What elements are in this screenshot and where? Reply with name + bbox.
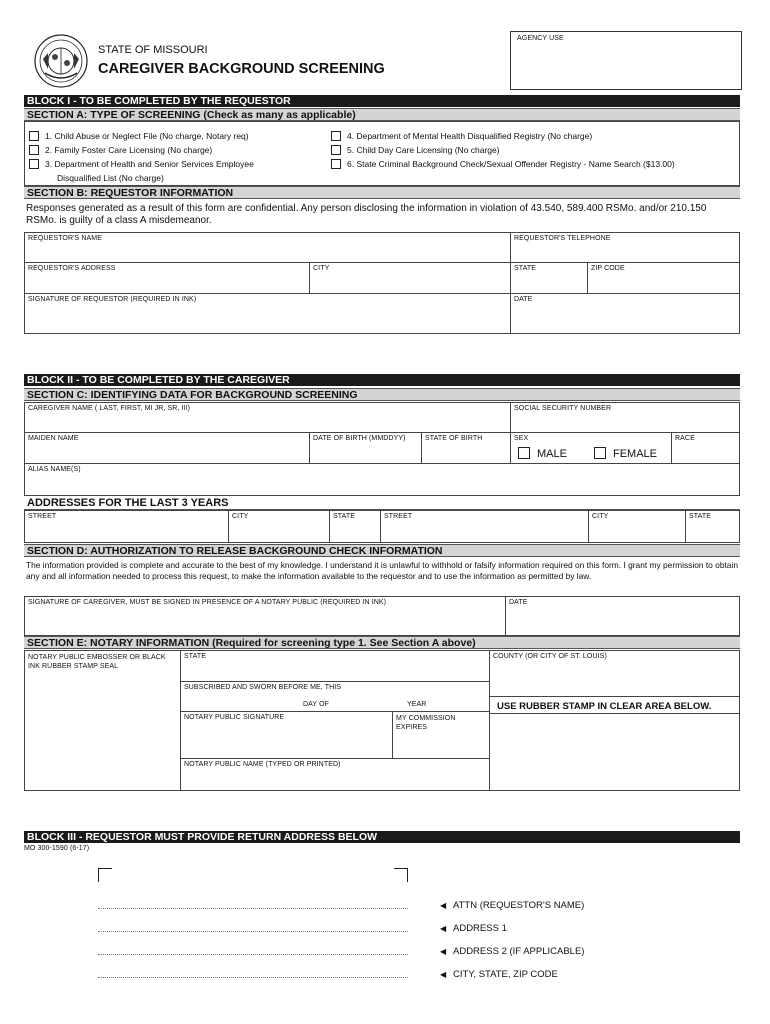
- address-1-state-label: STATE: [333, 513, 356, 520]
- block-3-header: BLOCK III - REQUESTOR MUST PROVIDE RETURN ADDRESS BELOW: [24, 831, 740, 843]
- address-2-label: ADDRESS 2 (IF APPLICABLE): [453, 946, 585, 957]
- notary-county-field[interactable]: [489, 650, 740, 697]
- option-1-label: 1. Child Abuse or Neglect File (No charge, Notary req): [45, 131, 249, 141]
- section-a-header: SECTION A: TYPE OF SCREENING (Check as many as applicable): [24, 108, 740, 121]
- subscribed-label: SUBSCRIBED AND SWORN BEFORE ME, THIS: [184, 684, 342, 691]
- notary-seal-area: [24, 650, 181, 791]
- female-label: FEMALE: [613, 448, 658, 460]
- caregiver-signature-label: SIGNATURE OF CAREGIVER, MUST BE SIGNED IN PRESENCE OF A NOTARY PUBLIC (REQUIRED IN INK): [28, 599, 387, 606]
- male-label: MALE: [537, 448, 567, 460]
- notary-signature-field[interactable]: [180, 711, 393, 759]
- option-6-label: 6. State Criminal Background Check/Sexual Offender Registry - Name Search ($13.00): [347, 159, 675, 169]
- address-1-city-field[interactable]: [228, 510, 330, 543]
- requestor-zip-label: ZIP CODE: [591, 265, 625, 272]
- address-1-label: ADDRESS 1: [453, 923, 507, 934]
- maiden-name-field[interactable]: [24, 432, 310, 464]
- checkbox-option-1[interactable]: [29, 131, 39, 141]
- address-2-line[interactable]: [98, 954, 408, 955]
- corner-mark-right: [394, 868, 408, 882]
- checkbox-option-5[interactable]: [331, 145, 341, 155]
- section-b-header: SECTION B: REQUESTOR INFORMATION: [24, 186, 740, 199]
- arrow-left-icon: ◀: [440, 924, 447, 933]
- form-title: CAREGIVER BACKGROUND SCREENING: [98, 61, 385, 77]
- checkbox-option-3[interactable]: [29, 159, 39, 169]
- dob-field[interactable]: [309, 432, 422, 464]
- arrow-left-icon: ◀: [440, 947, 447, 956]
- rubber-stamp-area: [489, 696, 740, 791]
- checkbox-option-6[interactable]: [331, 159, 341, 169]
- authorization-text: The information provided is complete and accurate to the best of my knowledge. I understand it is unlawful to withhold or falsify information required on this form. I grant my permission to obtain any and all information needed to process this request, to make the information available to the requestor and to use the information as permitted by law.: [26, 560, 738, 581]
- address-2-street-label: STREET: [384, 513, 413, 520]
- address-2-city-label: CITY: [592, 513, 609, 520]
- caregiver-name-label: CAREGIVER NAME ( LAST, FIRST, MI JR, SR, III): [28, 405, 191, 412]
- arrow-left-icon: ◀: [440, 970, 447, 979]
- attn-label: ATTN (REQUESTOR'S NAME): [453, 900, 585, 911]
- caregiver-signature-field[interactable]: [24, 596, 506, 636]
- address-1-street-field[interactable]: [24, 510, 229, 543]
- caregiver-date-field[interactable]: [505, 596, 740, 636]
- addresses-header: ADDRESSES FOR THE LAST 3 YEARS: [24, 497, 740, 510]
- state-of-birth-field[interactable]: [421, 432, 511, 464]
- commission-expires-label: MY COMMISSION EXPIRES: [396, 715, 456, 731]
- notary-signature-label: NOTARY PUBLIC SIGNATURE: [184, 714, 285, 721]
- day-of-label: DAY OF: [303, 701, 330, 708]
- state-name: STATE OF MISSOURI: [98, 44, 208, 56]
- address-2-state-label: STATE: [689, 513, 712, 520]
- sex-label: SEX: [514, 435, 529, 442]
- block-2-header: BLOCK II - TO BE COMPLETED BY THE CAREGIVER: [24, 374, 740, 386]
- section-c-header: SECTION C: IDENTIFYING DATA FOR BACKGROUND SCREENING: [24, 388, 740, 401]
- checkbox-option-2[interactable]: [29, 145, 39, 155]
- state-of-birth-label: STATE OF BIRTH: [425, 435, 483, 442]
- address-1-street-label: STREET: [28, 513, 57, 520]
- notary-name-field[interactable]: [180, 758, 490, 791]
- notary-county-label: COUNTY (OR CITY OF ST. LOUIS): [493, 653, 607, 660]
- race-label: RACE: [675, 435, 695, 442]
- dob-label: DATE OF BIRTH (MMDDYY): [313, 435, 406, 442]
- address-2-state-field[interactable]: [685, 510, 740, 543]
- male-checkbox[interactable]: [518, 447, 530, 459]
- address-1-state-field[interactable]: [329, 510, 381, 543]
- requestor-telephone-label: REQUESTOR'S TELEPHONE: [514, 235, 611, 242]
- notary-state-label: STATE: [184, 653, 207, 660]
- form-number: MO 300-1590 (6-17): [24, 845, 90, 852]
- requestor-city-label: CITY: [313, 265, 330, 272]
- address-1-city-label: CITY: [232, 513, 249, 520]
- agency-use-box[interactable]: [510, 31, 742, 90]
- requestor-state-label: STATE: [514, 265, 537, 272]
- subscribed-field[interactable]: [180, 681, 490, 712]
- requestor-address-label: REQUESTOR'S ADDRESS: [28, 265, 116, 272]
- ssn-label: SOCIAL SECURITY NUMBER: [514, 405, 612, 412]
- stamp-note: USE RUBBER STAMP IN CLEAR AREA BELOW.: [497, 701, 712, 712]
- option-4-label: 4. Department of Mental Health Disqualified Registry (No charge): [347, 131, 593, 141]
- female-checkbox[interactable]: [594, 447, 606, 459]
- address-2-street-field[interactable]: [380, 510, 589, 543]
- address-2-city-field[interactable]: [588, 510, 686, 543]
- ssn-field[interactable]: [510, 402, 740, 433]
- requestor-name-field[interactable]: [24, 232, 511, 263]
- option-2-label: 2. Family Foster Care Licensing (No charge): [45, 145, 213, 155]
- requestor-signature-label: SIGNATURE OF REQUESTOR (REQUIRED IN INK): [28, 296, 197, 303]
- requestor-signature-field[interactable]: [24, 293, 511, 334]
- requestor-name-label: REQUESTOR'S NAME: [28, 235, 102, 242]
- corner-mark-left: [98, 868, 112, 882]
- requestor-date-label: DATE: [514, 296, 533, 303]
- caregiver-name-field[interactable]: [24, 402, 511, 433]
- option-3-label: 3. Department of Health and Senior Services Employee: [45, 159, 254, 169]
- checkbox-option-4[interactable]: [331, 131, 341, 141]
- notary-embosser-label: NOTARY PUBLIC EMBOSSER OR BLACK INK RUBBER STAMP SEAL: [28, 654, 166, 670]
- option-5-label: 5. Child Day Care Licensing (No charge): [347, 145, 500, 155]
- maiden-name-label: MAIDEN NAME: [28, 435, 79, 442]
- requestor-date-field[interactable]: [510, 293, 740, 334]
- alias-field[interactable]: [24, 463, 740, 496]
- confidential-notice: Responses generated as a result of this form are confidential. Any person disclosing the information in violation of 43.540, 589.400 RSMo. and/or 210.150 RSMo. is guilty of a class A misdemeanor.: [26, 203, 707, 226]
- notary-name-label: NOTARY PUBLIC NAME (TYPED OR PRINTED): [184, 761, 341, 768]
- arrow-left-icon: ◀: [440, 901, 447, 910]
- requestor-city-field[interactable]: [309, 262, 511, 294]
- section-d-header: SECTION D: AUTHORIZATION TO RELEASE BACKGROUND CHECK INFORMATION: [24, 544, 740, 557]
- agency-use-label: AGENCY USE: [517, 35, 564, 42]
- requestor-telephone-field[interactable]: [510, 232, 740, 263]
- missouri-seal-icon: [33, 33, 89, 89]
- city-state-zip-label: CITY, STATE, ZIP CODE: [453, 969, 558, 980]
- requestor-address-field[interactable]: [24, 262, 310, 294]
- requestor-state-field[interactable]: [510, 262, 588, 294]
- requestor-zip-field[interactable]: [587, 262, 740, 294]
- block-1-header: BLOCK I - TO BE COMPLETED BY THE REQUESTOR: [24, 95, 740, 107]
- race-field[interactable]: [671, 432, 740, 464]
- notary-state-field[interactable]: [180, 650, 490, 682]
- alias-label: ALIAS NAME(S): [28, 466, 81, 473]
- address-1-line[interactable]: [98, 931, 408, 932]
- commission-expires-field[interactable]: [392, 711, 490, 759]
- attn-line[interactable]: [98, 908, 408, 909]
- option-3-label-cont: Disqualified List (No charge): [57, 173, 164, 183]
- section-e-header: SECTION E: NOTARY INFORMATION (Required for screening type 1. See Section A above): [24, 636, 740, 649]
- caregiver-date-label: DATE: [509, 599, 528, 606]
- year-label: YEAR: [407, 701, 427, 708]
- city-state-zip-line[interactable]: [98, 977, 408, 978]
